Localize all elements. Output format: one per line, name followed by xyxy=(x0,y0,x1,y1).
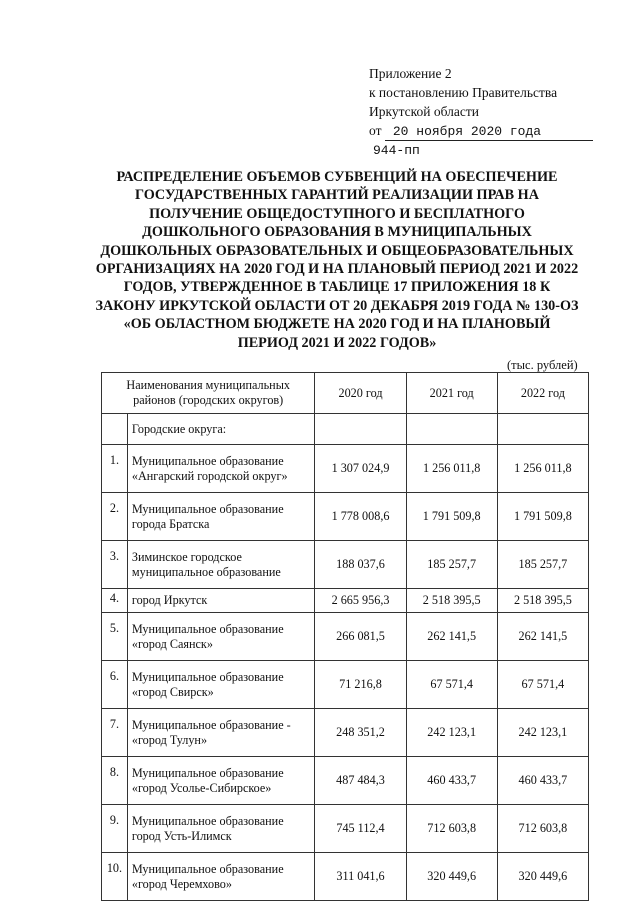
resolution-number: 944-пп xyxy=(373,143,420,158)
row-name: Зиминское городское муниципальное образование xyxy=(127,541,315,589)
table-row xyxy=(102,589,589,613)
value-2020: 745 112,4 xyxy=(315,805,406,853)
row-name: Муниципальное образование город Усть-Илимск xyxy=(127,805,315,853)
row-number: 3. xyxy=(102,541,128,589)
value-2020: 248 351,2 xyxy=(315,709,406,757)
row-number: 10. xyxy=(102,853,128,901)
appendix-line-3: Иркутской области xyxy=(369,104,480,119)
value-2020: 1 778 008,6 xyxy=(315,493,406,541)
group-label: Городские округа: xyxy=(127,414,315,445)
unit-label: (тыс. рублей) xyxy=(507,358,578,372)
group-number-cell xyxy=(102,414,128,445)
value-2021: 1 791 509,8 xyxy=(406,493,497,541)
subsidy-table xyxy=(101,372,589,901)
table-row xyxy=(102,613,589,661)
appendix-block xyxy=(369,64,609,160)
row-name: Муниципальное образование «Ангарский городской округ» xyxy=(127,445,315,493)
table-row xyxy=(102,661,589,709)
row-number: 9. xyxy=(102,805,128,853)
row-name: город Иркутск xyxy=(127,589,315,613)
value-2022: 242 123,1 xyxy=(497,709,588,757)
value-2022: 185 257,7 xyxy=(497,541,588,589)
value-2020: 71 216,8 xyxy=(315,661,406,709)
value-2021: 262 141,5 xyxy=(406,613,497,661)
row-number: 2. xyxy=(102,493,128,541)
value-2021: 320 449,6 xyxy=(406,853,497,901)
resolution-date: 20 ноября 2020 года xyxy=(385,123,593,141)
row-name: Муниципальное образование «город Саянск» xyxy=(127,613,315,661)
appendix-line-1: Приложение 2 xyxy=(369,66,452,81)
header-2020: 2020 год xyxy=(315,373,406,414)
row-number: 1. xyxy=(102,445,128,493)
value-2022: 460 433,7 xyxy=(497,757,588,805)
value-2021: 712 603,8 xyxy=(406,805,497,853)
row-number: 6. xyxy=(102,661,128,709)
value-2022: 1 256 011,8 xyxy=(497,445,588,493)
row-name: Муниципальное образование - «город Тулун» xyxy=(127,709,315,757)
table-row xyxy=(102,853,589,901)
table-row xyxy=(102,493,589,541)
row-name: Муниципальное образование «город Черемхово» xyxy=(127,853,315,901)
value-2022: 1 791 509,8 xyxy=(497,493,588,541)
row-number: 4. xyxy=(102,589,128,613)
table-row xyxy=(102,541,589,589)
value-2020: 266 081,5 xyxy=(315,613,406,661)
table-row xyxy=(102,445,589,493)
value-2022: 320 449,6 xyxy=(497,853,588,901)
value-2022: 262 141,5 xyxy=(497,613,588,661)
value-2021: 185 257,7 xyxy=(406,541,497,589)
value-2021: 242 123,1 xyxy=(406,709,497,757)
appendix-date-row xyxy=(369,121,609,141)
value-2020: 487 484,3 xyxy=(315,757,406,805)
value-2022: 67 571,4 xyxy=(497,661,588,709)
appendix-line-2: к постановлению Правительства xyxy=(369,85,558,100)
row-name: Муниципальное образование города Братска xyxy=(127,493,315,541)
value-2022: 2 518 395,5 xyxy=(497,589,588,613)
table-row xyxy=(102,805,589,853)
row-number: 5. xyxy=(102,613,128,661)
row-name: Муниципальное образование «город Усолье-Сибирское» xyxy=(127,757,315,805)
value-2020: 311 041,6 xyxy=(315,853,406,901)
table-header-row xyxy=(102,373,589,414)
value-2021: 2 518 395,5 xyxy=(406,589,497,613)
header-2022: 2022 год xyxy=(497,373,588,414)
group-row xyxy=(102,414,589,445)
value-2020: 188 037,6 xyxy=(315,541,406,589)
header-name: Наименования муниципальных районов (городских округов) xyxy=(102,373,315,414)
value-2020: 2 665 956,3 xyxy=(315,589,406,613)
value-2020: 1 307 024,9 xyxy=(315,445,406,493)
table-row xyxy=(102,709,589,757)
document-title: РАСПРЕДЕЛЕНИЕ ОБЪЕМОВ СУБВЕНЦИЙ НА ОБЕСПЕЧЕНИЕ ГОСУДАРСТВЕННЫХ ГАРАНТИЙ РЕАЛИЗАЦИИ ПРАВ НА ПОЛУЧЕНИЕ ОБЩЕДОСТУПНОГО И БЕСПЛАТНОГО ДОШКОЛЬНОГО ОБРАЗОВАНИЯ В МУНИЦИПАЛЬНЫХ ДОШКОЛЬНЫХ ОБРАЗОВАТЕЛЬНЫХ И ОБЩЕОБРАЗОВАТЕЛЬНЫХ ОРГАНИЗАЦИЯХ НА 2020 ГОД И НА ПЛАНОВЫЙ ПЕРИОД 2021 И 2022 ГОДОВ, УТВЕРЖДЕННОЕ В ТАБЛИЦЕ 17 ПРИЛОЖЕНИЯ 18 К ЗАКОНУ ИРКУТСКОЙ ОБЛАСТИ ОТ 20 ДЕКАБРЯ 2019 ГОДА № 130-ОЗ «ОБ ОБЛАСТНОМ БЮДЖЕТЕ НА 2020 ГОД И НА ПЛАНОВЫЙ ПЕРИОД 2021 И 2022 ГОДОВ» xyxy=(95,169,579,351)
date-prefix: от xyxy=(369,123,382,138)
header-2021: 2021 год xyxy=(406,373,497,414)
value-2021: 460 433,7 xyxy=(406,757,497,805)
row-name: Муниципальное образование «город Свирск» xyxy=(127,661,315,709)
table-row xyxy=(102,757,589,805)
value-2022: 712 603,8 xyxy=(497,805,588,853)
value-2021: 1 256 011,8 xyxy=(406,445,497,493)
row-number: 7. xyxy=(102,709,128,757)
row-number: 8. xyxy=(102,757,128,805)
value-2021: 67 571,4 xyxy=(406,661,497,709)
